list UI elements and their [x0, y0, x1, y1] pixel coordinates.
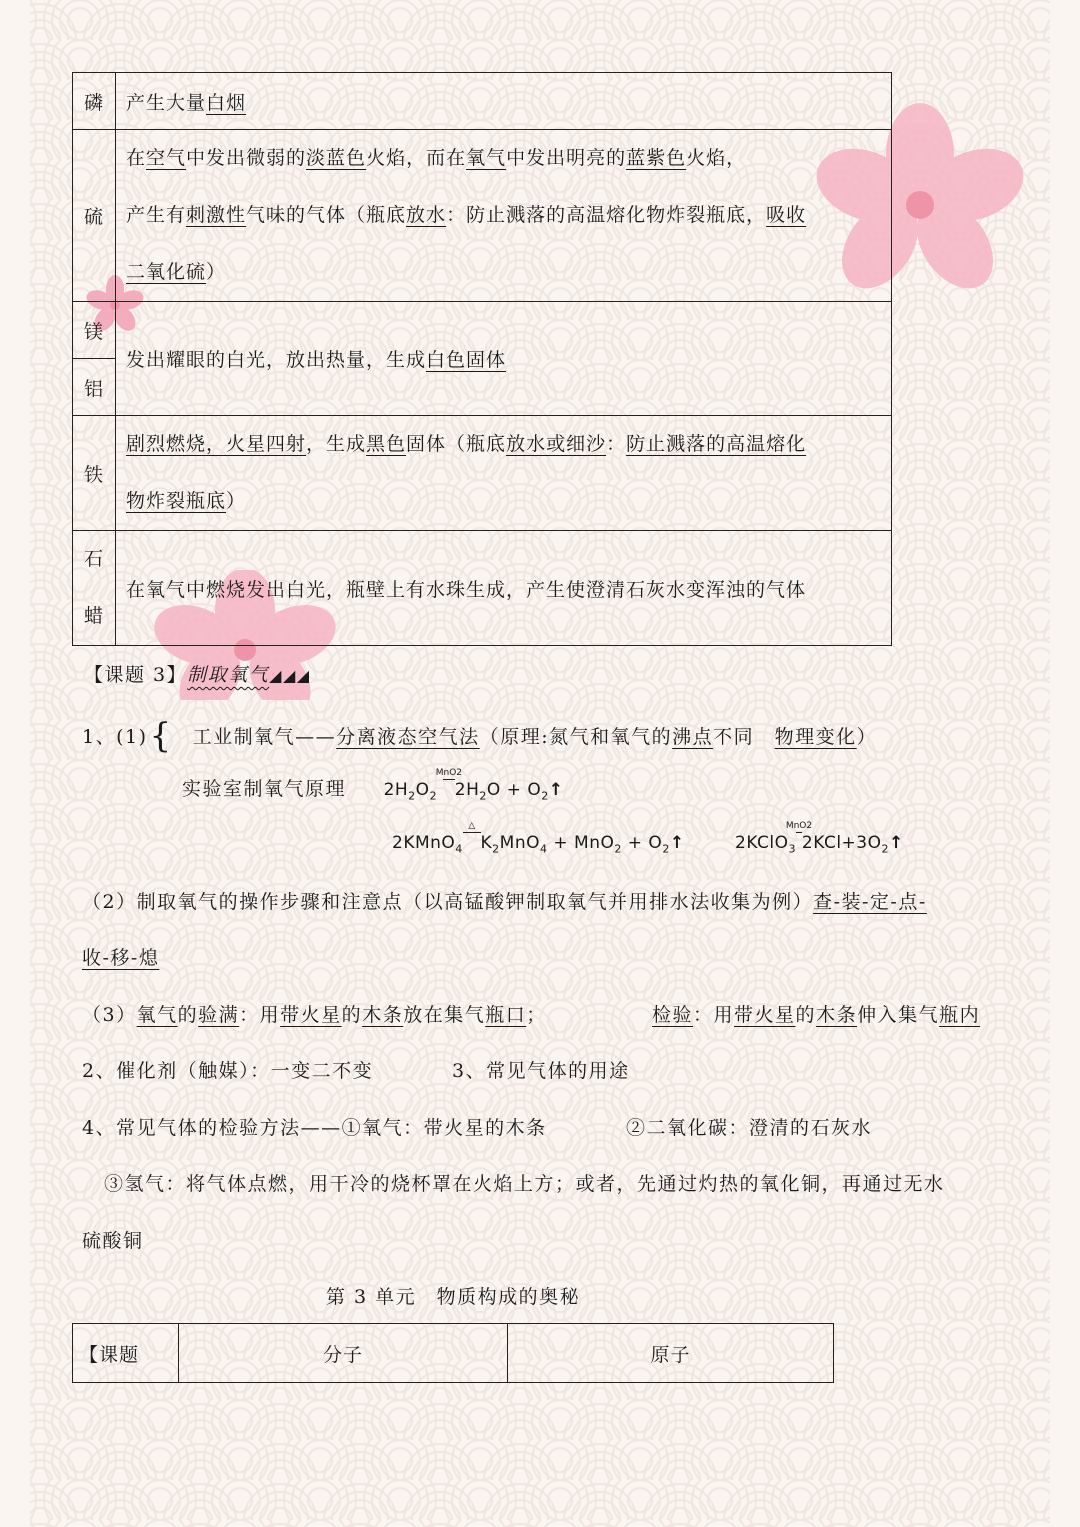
table-row	[73, 302, 892, 359]
header-cell: 原子	[508, 1324, 834, 1383]
item1-2-steps-cont: 收-移-熄	[82, 947, 160, 969]
description-cell: 发出耀眼的白光，放出热量，生成白色固体	[116, 302, 892, 416]
item1-3-test: （3）氧气的验满：用带火星的木条放在集气瓶口；	[82, 1004, 547, 1026]
table-row	[73, 130, 892, 302]
equation-kmno4: 2KMnO$_4$ △ $K_2MnO_4 + MnO_2$ + $O_2↑$	[392, 821, 685, 856]
item3-gas-uses: 3、常见气体的用途	[452, 1060, 630, 1082]
equation-h2o2: $2H_2O_2$ MnO2 $2H_2O$ + $O_2↑$	[383, 768, 564, 803]
item4-hydrogen-test-cont: 硫酸铜	[82, 1230, 144, 1252]
topic3-heading: 【课题 3】制取氧气◢◢◢	[84, 664, 311, 686]
item1-2-steps: （2）制取氧气的操作步骤和注意点（以高锰酸钾制取氧气并用排水法收集为例）查-装-定-点-	[82, 891, 927, 913]
brace-icon: {	[149, 716, 173, 756]
table-row	[73, 73, 892, 130]
element-cell: 硫	[73, 130, 116, 302]
item2-catalyst: 2、催化剂（触媒）：一变二不变	[82, 1060, 374, 1082]
header-cell: 【课题	[73, 1324, 179, 1383]
unit3-title: 第 3 单元 物质构成的奥秘	[326, 1286, 581, 1308]
lab-principle: 实验室制氧气原理 $2H_2O_2$ MnO2 $2H_2O$ + $O_2↑$	[182, 768, 564, 803]
header-cell: 分子	[179, 1324, 508, 1383]
table-row	[73, 1324, 834, 1383]
item4-hydrogen-test: ③氢气：将气体点燃，用干冷的烧杯罩在火焰上方；或者，先通过灼热的氧化铜，再通过无水	[104, 1173, 945, 1195]
table-row	[73, 531, 892, 646]
combustion-table	[72, 72, 892, 646]
description-cell: 在空气中发出微弱的淡蓝色火焰，而在氧气中发出明亮的蓝紫色火焰， 产生有刺激性气味的气体（瓶底放水：防止溅落的高温熔化物炸裂瓶底，吸收 二氧化硫）	[116, 130, 892, 302]
element-cell: 镁	[73, 302, 116, 359]
item4-gas-tests: 4、常见气体的检验方法——①氧气：带火星的木条	[82, 1117, 547, 1139]
description-cell: 剧烈燃烧，火星四射，生成黑色固体（瓶底放水或细沙：防止溅落的高温熔化 物炸裂瓶底）	[116, 416, 892, 531]
item1-industrial: 1、(1){ 工业制氧气——分离液态空气法（原理:氮气和氧气的沸点不同 物理变化）	[82, 716, 878, 756]
item1-3-verify: 检验：用带火星的木条伸入集气瓶内	[652, 1004, 981, 1026]
table-row	[73, 416, 892, 531]
element-cell: 铝	[73, 359, 116, 416]
molecule-atom-table	[72, 1323, 834, 1383]
equation-kclo3: 2KClO$_3$ MnO2 $2KCl+3O_2↑$	[735, 821, 904, 856]
element-cell: 磷	[73, 73, 116, 130]
element-cell: 铁	[73, 416, 116, 531]
element-cell: 石 蜡	[73, 531, 116, 646]
description-cell: 在氧气中燃烧发出白光，瓶壁上有水珠生成，产生使澄清石灰水变浑浊的气体	[116, 531, 892, 646]
item4-co2-test: ②二氧化碳：澄清的石灰水	[626, 1117, 873, 1139]
description-cell: 产生大量白烟	[116, 73, 892, 130]
